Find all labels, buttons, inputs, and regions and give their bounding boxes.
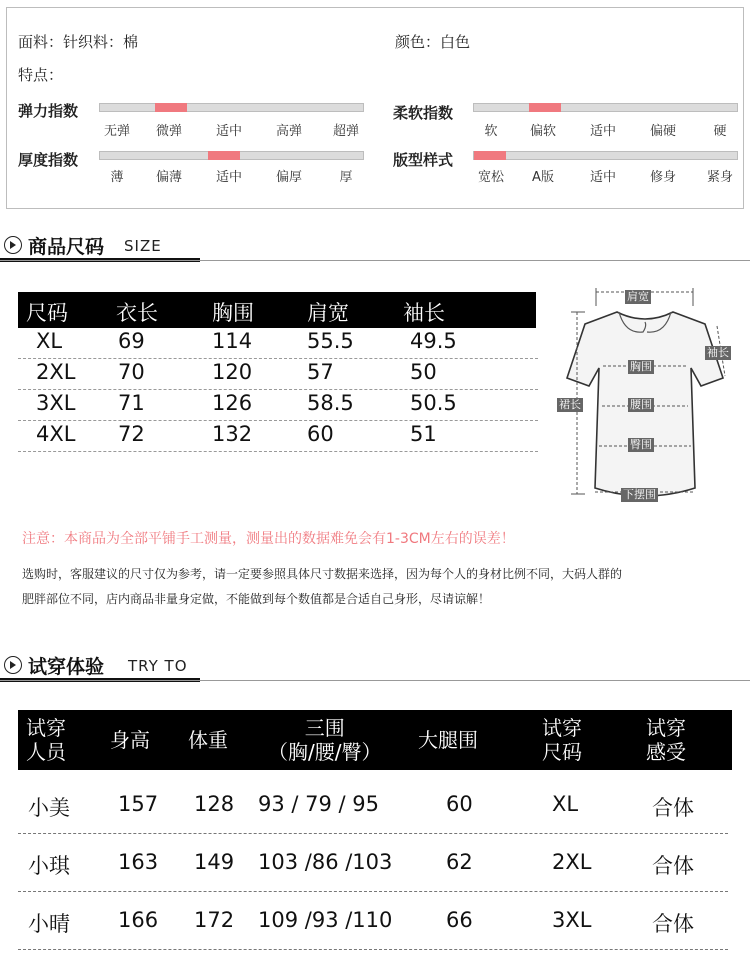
size-table-cell: 49.5: [410, 329, 457, 353]
garment-diagram: [555, 282, 735, 512]
size-table-cell: 132: [212, 422, 253, 446]
size-header-length: 衣长: [116, 301, 158, 325]
elasticity-option: 无弹: [103, 124, 131, 139]
size-table-cell: 3XL: [36, 391, 76, 415]
size-table-cell: XL: [36, 329, 63, 353]
size-table-cell: 57: [307, 360, 334, 384]
color-label: 颜色：白色: [395, 33, 471, 51]
play-circle-icon: [4, 656, 22, 674]
garment-label-chest: 胸围: [630, 360, 652, 373]
try-table-cell: 166: [118, 908, 159, 932]
fit-option: A版: [532, 170, 554, 185]
thickness-option: 厚: [339, 170, 353, 185]
size-table-cell: 72: [118, 422, 145, 446]
try-table-cell: 93 / 79 / 95: [258, 792, 380, 816]
size-table-cell: 69: [118, 329, 145, 353]
size-header-chest: 胸围: [212, 301, 254, 325]
size-table-cell: 2XL: [36, 360, 76, 384]
try-table-header: [18, 710, 732, 770]
elasticity-option: 微弹: [155, 124, 183, 139]
garment-label-shoulder: 肩宽: [627, 290, 649, 303]
softness-option: 偏软: [529, 124, 557, 139]
try-table-cell: 2XL: [552, 850, 592, 874]
fit-option: 宽松: [477, 170, 505, 185]
elasticity-option: 高弹: [275, 124, 303, 139]
fabric-label: 面料：针织料：棉: [18, 33, 139, 51]
try-header-weight: 体重: [188, 728, 228, 752]
softness-fill: [529, 103, 561, 112]
try-header-size: 试穿 尺码: [542, 716, 582, 764]
size-table-cell: 58.5: [307, 391, 354, 415]
try-table-cell: 62: [446, 850, 473, 874]
thickness-option: 偏厚: [275, 170, 303, 185]
section-underline: [0, 260, 750, 261]
thickness-bar: [99, 151, 364, 160]
thickness-label: 厚度指数: [18, 151, 79, 169]
thickness-fill: [208, 151, 240, 160]
elasticity-bar: [99, 103, 364, 112]
elasticity-label: 弹力指数: [18, 102, 79, 120]
garment-label-hip: 臀围: [630, 438, 652, 451]
dress-outline-icon: [555, 282, 735, 512]
try-table-cell: 66: [446, 908, 473, 932]
elasticity-option: 适中: [215, 124, 243, 139]
fit-fill: [474, 151, 506, 160]
size-table-cell: 60: [307, 422, 334, 446]
try-section-en: TRY TO: [128, 657, 188, 675]
size-advice-line-2: 肥胖部位不同，店内商品非量身定做，不能做到每个数值都是合适自己身形，尽请谅解！: [22, 592, 491, 606]
softness-option: 硬: [713, 124, 727, 139]
try-table-cell: 157: [118, 792, 159, 816]
softness-option: 偏硬: [649, 124, 677, 139]
try-header-feel: 试穿 感受: [646, 716, 686, 764]
try-table-cell: 小美: [28, 796, 70, 820]
size-header-sleeve: 袖长: [403, 301, 445, 325]
size-table-row: [18, 359, 538, 390]
try-table-cell: 合体: [652, 796, 694, 820]
try-table-cell: 小晴: [28, 912, 70, 936]
try-table-cell: 103 /86 /103: [258, 850, 393, 874]
size-table-cell: 120: [212, 360, 253, 384]
garment-label-sleeve: 袖长: [707, 346, 729, 359]
try-header-person: 试穿 人员: [26, 716, 66, 764]
try-table-cell: 109 /93 /110: [258, 908, 393, 932]
try-header-measurements: 三围 （胸/腰/臀）: [268, 716, 382, 764]
try-table-cell: 149: [194, 850, 235, 874]
size-table-cell: 50: [410, 360, 437, 384]
size-table-cell: 51: [410, 422, 437, 446]
try-table-cell: 合体: [652, 854, 694, 878]
try-table-cell: XL: [552, 792, 579, 816]
features-label: 特点：: [18, 66, 64, 84]
try-table-cell: 3XL: [552, 908, 592, 932]
measurement-warning: 注意：本商品为全部平铺手工测量，测量出的数据难免会有1-3CM左右的误差！: [22, 531, 515, 547]
fit-bar: [473, 151, 738, 160]
fit-option: 适中: [589, 170, 617, 185]
try-section-title: 试穿体验: [28, 656, 105, 678]
size-table-cell: 126: [212, 391, 253, 415]
size-table-cell: 71: [118, 391, 145, 415]
try-table-cell: 合体: [652, 912, 694, 936]
try-table-row: [18, 894, 728, 950]
softness-option: 适中: [589, 124, 617, 139]
try-header-thigh: 大腿围: [418, 728, 478, 752]
try-section-header: [0, 650, 750, 682]
try-table-cell: 172: [194, 908, 235, 932]
garment-label-length: 裙长: [559, 398, 581, 411]
try-table-cell: 128: [194, 792, 235, 816]
size-advice-line-1: 选购时，客服建议的尺寸仅为参考，请一定要参照具体尺寸数据来选择，因为每个人的身材比例不同，大码人群的: [22, 567, 623, 581]
elasticity-option: 超弹: [332, 124, 360, 139]
size-table-row: [18, 421, 538, 452]
size-section-title: 商品尺码: [28, 236, 105, 258]
fit-option: 紧身: [706, 170, 734, 185]
fit-label: 版型样式: [393, 151, 454, 169]
size-header-size: 尺码: [26, 301, 68, 325]
try-table-row: [18, 836, 728, 892]
size-section-header: [0, 230, 750, 262]
size-table-cell: 70: [118, 360, 145, 384]
size-table-cell: 55.5: [307, 329, 354, 353]
size-header-shoulder: 肩宽: [307, 301, 349, 325]
softness-option: 软: [484, 124, 498, 139]
elasticity-fill: [155, 103, 187, 112]
fit-option: 修身: [649, 170, 677, 185]
thickness-option: 适中: [215, 170, 243, 185]
try-header-height: 身高: [110, 728, 150, 752]
try-table-cell: 小琪: [28, 854, 70, 878]
try-table-cell: 163: [118, 850, 159, 874]
softness-label: 柔软指数: [393, 104, 454, 122]
size-table-cell: 114: [212, 329, 253, 353]
size-table-cell: 4XL: [36, 422, 76, 446]
thickness-option: 薄: [110, 170, 124, 185]
size-table-row: [18, 328, 538, 359]
try-table-cell: 60: [446, 792, 473, 816]
garment-label-waist: 腰围: [630, 398, 652, 411]
play-circle-icon: [4, 236, 22, 254]
softness-bar: [473, 103, 738, 112]
section-underline: [0, 680, 750, 681]
garment-label-hem: 下摆围: [623, 488, 656, 501]
thickness-option: 偏薄: [155, 170, 183, 185]
size-table-cell: 50.5: [410, 391, 457, 415]
size-section-en: SIZE: [124, 237, 162, 255]
size-table-header: [18, 292, 536, 328]
try-table-row: [18, 778, 728, 834]
size-table-row: [18, 390, 538, 421]
